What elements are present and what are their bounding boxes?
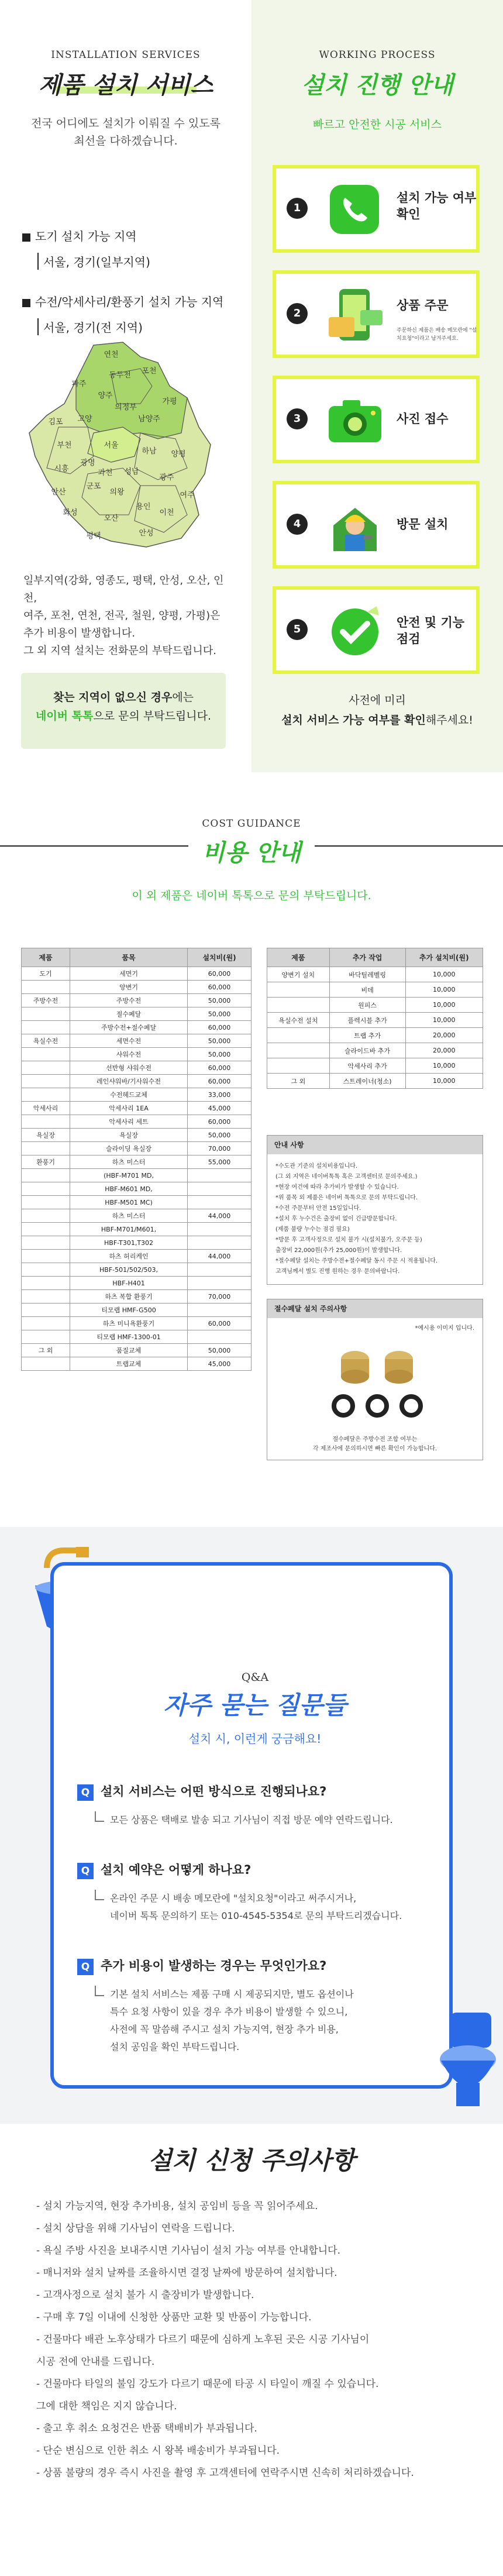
- step-label: 사진 접수: [397, 412, 449, 426]
- table-cell: [22, 1304, 70, 1317]
- table-cell: [22, 1007, 70, 1021]
- area1-title: 도기 설치 가능 지역: [22, 227, 137, 244]
- step-number: 1: [287, 198, 308, 219]
- table-cell: 레인샤워바/기사워수전: [70, 1075, 188, 1088]
- parts-title: 절수페달 설치 주의사항: [267, 1299, 483, 1318]
- table-row: [22, 1236, 252, 1250]
- table-cell: [188, 1277, 252, 1290]
- table-cell: 세면기: [70, 967, 188, 981]
- guide-line: 출장비 22,000원(추가 25,000원)이 발생합니다.: [275, 1247, 402, 1254]
- table-cell: 주방수전: [22, 994, 70, 1007]
- table-cell: 세면수전: [70, 1034, 188, 1048]
- table-row: [267, 998, 483, 1013]
- table-cell: 50,000: [188, 1344, 252, 1357]
- map-region-label: 성남: [124, 467, 139, 476]
- installation-section: [0, 0, 503, 772]
- table-cell: 욕실장: [70, 1129, 188, 1142]
- installation-panel: [0, 0, 252, 772]
- table-cell: 플렉시블 추가: [329, 1013, 405, 1028]
- table-cell: [188, 1263, 252, 1277]
- table-cell: 양변기 설치: [267, 967, 330, 982]
- map-region-label: 용인: [136, 503, 151, 511]
- step-number: 3: [287, 408, 308, 429]
- column-header: 품목: [70, 948, 188, 967]
- table-cell: [22, 1290, 70, 1304]
- area2-title: 수전/악세사리/환풍기 설치 가능 지역: [22, 293, 223, 309]
- step-label: 안전 및 기능 점검: [397, 615, 465, 646]
- table-cell: 원피스: [329, 998, 405, 1013]
- table-cell: 절수페달: [70, 1007, 188, 1021]
- map-region-label: 동두천: [109, 371, 131, 380]
- table-cell: [22, 1223, 70, 1236]
- map-region-label: 평택: [86, 532, 101, 541]
- table-cell: 50,000: [188, 1034, 252, 1048]
- question-3: Q 추가 비용이 발생하는 경우는 무엇인가요?: [77, 1956, 326, 1975]
- table-cell: [267, 982, 330, 998]
- map-region-label: 가평: [162, 397, 177, 406]
- worker-icon: [323, 495, 387, 556]
- table-row: [22, 1250, 252, 1263]
- map-region-label: 오산: [104, 514, 119, 523]
- map-region-label: 시흥: [54, 465, 69, 473]
- step-1: [273, 165, 480, 253]
- guide-line: *수전 주문부터 안전 15일입니다.: [275, 1205, 361, 1212]
- answer-2: 온라인 주문 시 배송 메모란에 "설치요청"이라고 써주시거나, 네이버 톡톡 문의하기 또는 010-4545-5354로 문의 부탁드리겠습니다.: [95, 1890, 402, 1925]
- map-region-label: 부천: [57, 441, 72, 450]
- table-cell: [188, 1236, 252, 1250]
- table-cell: 44,000: [188, 1250, 252, 1263]
- table-cell: [188, 1330, 252, 1344]
- map-region-label: 광주: [159, 473, 174, 482]
- table-cell: 10,000: [405, 1058, 483, 1074]
- map-region-label: 포천: [142, 367, 157, 376]
- table-row: [22, 1344, 252, 1357]
- phone-icon: [323, 179, 387, 240]
- table-cell: [188, 1196, 252, 1209]
- table-cell: 그 외: [267, 1074, 330, 1089]
- table-cell: 50,000: [188, 1048, 252, 1061]
- table-cell: [267, 1028, 330, 1043]
- table-cell: 50,000: [188, 1129, 252, 1142]
- step-description: 주문하신 제품은 배송 메모란에 "설치요청"이라고 남겨주세요.: [397, 328, 477, 342]
- table-cell: 60,000: [188, 1317, 252, 1330]
- table-cell: 10,000: [405, 998, 483, 1013]
- guide-list: [267, 1154, 483, 1284]
- table-cell: [188, 1304, 252, 1317]
- table-row: [22, 1330, 252, 1344]
- table-cell: 티모랩 HMF-1300-01: [70, 1330, 188, 1344]
- table-cell: 50,000: [188, 1007, 252, 1021]
- map-region-label: 김포: [48, 418, 63, 427]
- table-row: [22, 1075, 252, 1088]
- table-cell: [22, 1330, 70, 1344]
- notice-item: - 상품 불량의 경우 즉시 사진을 촬영 후 고객센터에 연락주시면 신속히 처리하겠습니다.: [36, 2467, 414, 2479]
- process-title: 설치 진행 안내: [301, 72, 453, 99]
- column-header: 제품: [22, 948, 70, 967]
- parts-illustration: *예시용 이미지 입니다.: [267, 1318, 483, 1435]
- table-row: [22, 1223, 252, 1236]
- table-cell: [22, 1263, 70, 1277]
- table-cell: 44,000: [188, 1209, 252, 1223]
- cost-section: [0, 772, 503, 1527]
- table-cell: 70,000: [188, 1142, 252, 1155]
- guide-line: (그 외 지역은 네이버톡톡 혹은 고객센터로 문의주세요.): [275, 1174, 418, 1180]
- toilet-icon: [433, 2007, 503, 2112]
- table-cell: 하츠 허리케인: [70, 1250, 188, 1263]
- guide-title: 안내 사항: [267, 1136, 483, 1154]
- notice-item: 그에 대한 책임은 지지 않습니다.: [36, 2400, 177, 2412]
- table-cell: [22, 1209, 70, 1223]
- qa-title: 자주 묻는 질문들: [163, 1691, 347, 1719]
- additional-cost-table: [267, 948, 483, 1089]
- answer-1: 모든 상품은 택배로 발송 되고 기사님이 직접 방문 예약 연락드립니다.: [95, 1811, 393, 1829]
- table-cell: 60,000: [188, 1075, 252, 1088]
- table-cell: 도기: [22, 967, 70, 981]
- qa-section: [0, 1527, 503, 2124]
- table-cell: 트랩교체: [70, 1357, 188, 1371]
- question-2: Q 설치 예약은 어떻게 하나요?: [77, 1860, 251, 1879]
- table-cell: 10,000: [405, 967, 483, 982]
- q-badge: Q: [77, 1784, 94, 1801]
- area2-value: 서울, 경기(전 지역): [37, 318, 143, 335]
- guide-line: *수도관 기준의 설치비용입니다.: [275, 1163, 358, 1170]
- process-closing-note: 사전에 미리 설치 서비스 가능 여부를 확인해주세요!: [281, 694, 473, 727]
- table-cell: 스트레이너(청소): [329, 1074, 405, 1089]
- table-cell: 환풍기: [22, 1155, 70, 1169]
- map-region-label: 의왕: [109, 488, 125, 497]
- table-cell: [267, 998, 330, 1013]
- table-row: [22, 1290, 252, 1304]
- table-row: [22, 1088, 252, 1102]
- table-cell: 바닥틸레벨링: [329, 967, 405, 982]
- table-cell: [22, 1061, 70, 1075]
- table-cell: 33,000: [188, 1088, 252, 1102]
- map-region-label: 과천: [98, 469, 113, 477]
- table-cell: 욕실장: [22, 1129, 70, 1142]
- notice-item: - 구매 후 7일 이내에 신청한 상품만 교환 및 반품이 가능합니다.: [36, 2312, 312, 2323]
- table-cell: [22, 1088, 70, 1102]
- table-cell: [188, 1169, 252, 1182]
- table-row: [22, 1007, 252, 1021]
- table-row: [22, 1304, 252, 1317]
- table-cell: 슬라이딩 욕실장: [70, 1142, 188, 1155]
- cost-title: 비용 안내: [0, 834, 503, 868]
- table-row: [267, 1013, 483, 1028]
- table-cell: [22, 1317, 70, 1330]
- table-row: [22, 1115, 252, 1129]
- table-cell: HBF-M701/M601,: [70, 1223, 188, 1236]
- table-row: [22, 1155, 252, 1169]
- table-cell: [22, 1196, 70, 1209]
- table-cell: 욕실수전 설치: [267, 1013, 330, 1028]
- table-cell: 샤워수전: [70, 1048, 188, 1061]
- column-header: 제품: [267, 948, 330, 967]
- guide-box: [267, 1135, 483, 1285]
- table-row: [267, 1058, 483, 1074]
- map-region-label: 하남: [142, 447, 157, 456]
- table-cell: 선반형 샤워수전: [70, 1061, 188, 1075]
- table-cell: 하츠 미스터: [70, 1209, 188, 1223]
- contact-box: 찾는 지역이 없으신 경우에는 네이버 톡톡으로 문의 부탁드립니다.: [21, 673, 226, 749]
- guide-line: 고객님께서 별도 진행 원하는 경우 문의바랍니다.: [275, 1268, 400, 1275]
- table-cell: 악세사리 세트: [70, 1115, 188, 1129]
- camera-icon: [323, 390, 387, 450]
- table-cell: 하츠 미스터: [70, 1155, 188, 1169]
- table-cell: 하츠 미니욕환풍기: [70, 1317, 188, 1330]
- extra-cost-note: 일부지역(강화, 영종도, 평택, 안성, 오산, 인천, 여주, 포천, 연천, 전곡, 철원, 양평, 가평)은 추가 비용이 발생합니다. 그 외 지역 설치는 전화문의 부탁드립니다.: [23, 575, 224, 657]
- table-cell: 악세사리 1EA: [70, 1102, 188, 1115]
- table-cell: [22, 1277, 70, 1290]
- table-cell: [22, 1236, 70, 1250]
- table-cell: HBF-T301,T302: [70, 1236, 188, 1250]
- table-row: [22, 1317, 252, 1330]
- table-row: [22, 1209, 252, 1223]
- step-2: [273, 270, 480, 358]
- table-cell: 20,000: [405, 1028, 483, 1043]
- table-cell: [188, 1223, 252, 1236]
- table-row: [22, 1142, 252, 1155]
- table-row: [22, 1129, 252, 1142]
- table-cell: 60,000: [188, 1061, 252, 1075]
- step-number: 2: [287, 303, 308, 324]
- table-cell: 10,000: [405, 1074, 483, 1089]
- map-region-label: 군포: [86, 482, 101, 491]
- step-4: [273, 481, 480, 569]
- table-row: [267, 1028, 483, 1043]
- notice-list: [36, 2195, 481, 2484]
- map-region-label: 안성: [139, 529, 154, 538]
- table-cell: 20,000: [405, 1043, 483, 1058]
- qa-caption: Q&A: [241, 1671, 269, 1684]
- table-cell: 55,000: [188, 1155, 252, 1169]
- q-badge: Q: [77, 1863, 94, 1879]
- map-region-label: 양평: [171, 450, 186, 459]
- table-cell: 주방수전: [70, 994, 188, 1007]
- notice-item: - 건물마다 타일의 불임 강도가 다르기 때문에 타공 시 타일이 깨질 수 있습니다.: [36, 2378, 379, 2390]
- map-region-label: 서울: [104, 441, 119, 450]
- step-label: 방문 설치: [397, 517, 449, 531]
- table-row: [22, 1048, 252, 1061]
- table-cell: [22, 1021, 70, 1034]
- table-row: [22, 1021, 252, 1034]
- table-row: [22, 1263, 252, 1277]
- table-row: [22, 1169, 252, 1182]
- table-cell: [22, 1048, 70, 1061]
- notice-item: - 고객사정으로 설치 불가 시 출장비가 발생합니다.: [36, 2289, 254, 2301]
- guide-line: *현장 여건에 따라 추가비가 발생할 수 있습니다.: [275, 1184, 399, 1191]
- installation-caption: INSTALLATION SERVICES: [51, 49, 201, 61]
- mobile-order-icon: [323, 284, 387, 345]
- table-cell: 수전헤드교체: [70, 1088, 188, 1102]
- q-badge: Q: [77, 1959, 94, 1975]
- map-region-label: 이천: [159, 508, 174, 517]
- table-row: [267, 1074, 483, 1089]
- step-5: [273, 586, 480, 674]
- process-subtitle: 빠르고 안전한 시공 서비스: [312, 118, 442, 131]
- table-cell: HBF-501/502/503,: [70, 1263, 188, 1277]
- guide-line: *위 품목 외 제품은 네이버 톡톡으로 문의 부탁드립니다.: [275, 1195, 418, 1201]
- notice-item: - 설치 상담을 위해 기사님이 연락을 드립니다.: [36, 2223, 235, 2234]
- cost-subtitle: 이 외 제품은 네이버 톡톡으로 문의 부탁드립니다.: [132, 889, 371, 902]
- table-cell: 양변기: [70, 981, 188, 994]
- table-cell: [22, 1182, 70, 1196]
- table-cell: 10,000: [405, 1013, 483, 1028]
- installation-title: 제품 설치 서비스: [38, 72, 213, 99]
- table-cell: 슬라이드바 추가: [329, 1043, 405, 1058]
- notice-item: - 매니저와 설치 날짜를 조율하시면 결정 날짜에 방문하여 설치합니다.: [36, 2267, 337, 2279]
- table-row: [22, 981, 252, 994]
- table-row: [22, 1102, 252, 1115]
- notice-section: [0, 2124, 503, 2576]
- table-cell: 50,000: [188, 994, 252, 1007]
- table-cell: 70,000: [188, 1290, 252, 1304]
- step-3: [273, 376, 480, 463]
- map-region-label: 양주: [98, 391, 113, 400]
- map-region-label: 연천: [104, 350, 119, 359]
- cost-caption: COST GUIDANCE: [202, 818, 301, 830]
- map-region-label: 파주: [71, 380, 87, 388]
- table-cell: 욕실수전: [22, 1034, 70, 1048]
- table-cell: 60,000: [188, 967, 252, 981]
- table-row: [22, 1061, 252, 1075]
- process-caption: WORKING PROCESS: [319, 49, 436, 61]
- table-cell: HBF-M601 MD,: [70, 1182, 188, 1196]
- table-cell: [267, 1058, 330, 1074]
- install-cost-table: [21, 948, 252, 1371]
- notice-item: - 출고 후 취소 요청건은 반품 택배비가 부과됩니다.: [36, 2423, 257, 2434]
- notice-item: - 단순 변심으로 인한 취소 시 왕복 배송비가 부과됩니다.: [36, 2445, 280, 2457]
- table-cell: 45,000: [188, 1102, 252, 1115]
- notice-title: 설치 신청 주의사항: [0, 2141, 503, 2176]
- table-row: [267, 967, 483, 982]
- column-header: 추가 설치비(원): [405, 948, 483, 967]
- column-header: 설치비(원): [188, 948, 252, 967]
- table-cell: 60,000: [188, 1115, 252, 1129]
- installation-subtitle: 전국 어디에도 설치가 이뤄질 수 있도록 최선을 다하겠습니다.: [31, 117, 221, 147]
- table-cell: [22, 1357, 70, 1371]
- table-cell: 60,000: [188, 1021, 252, 1034]
- guide-line: (제품 불량 누수는 점검 필요): [275, 1226, 350, 1233]
- pedal-parts-icon: [267, 1318, 484, 1435]
- table-cell: 악세사리: [22, 1102, 70, 1115]
- map-region-label: 남양주: [138, 415, 160, 424]
- question-1: Q 설치 서비스는 어떤 방식으로 진행되나요?: [77, 1782, 326, 1801]
- map-region-label: 화성: [63, 508, 78, 517]
- notice-item: - 건물마다 배관 노후상태가 다르기 때문에 심하게 노후된 곳은 시공 기사님이: [36, 2334, 370, 2345]
- map-region-label: 고양: [77, 415, 92, 424]
- table-cell: [22, 1250, 70, 1263]
- table-cell: [22, 1142, 70, 1155]
- table-cell: HBF-H401: [70, 1277, 188, 1290]
- step-number: 5: [287, 619, 308, 640]
- table-cell: 45,000: [188, 1357, 252, 1371]
- table-cell: [22, 1075, 70, 1088]
- area1-value: 서울, 경기(일부지역): [37, 253, 150, 270]
- guide-line: *절수페달 설치는 주방수전+절수페달 동시 주문 시 적용됩니다.: [275, 1258, 438, 1264]
- parts-box: 절수페달 설치 주의사항 *예시용 이미지 입니다. 절수페달은 주방수전 조합 여부는 각 제조사에 문의하시면 빠른 확인이 가능합니다.: [267, 1299, 483, 1460]
- answer-3: 기본 설치 서비스는 제품 구매 시 제공되지만, 별도 옵션이나 특수 요청 사항이 있을 경우 추가 비용이 발생할 수 있으니, 사전에 꼭 말씀해 주시고 설치 가능지역, 현장 추가 비용, 설치 공임을 확인 부탁드립니다.: [95, 1986, 354, 2056]
- table-cell: [22, 1169, 70, 1182]
- notice-item: - 욕실 주방 사진을 보내주시면 기사님이 설치 가능 여부를 안내합니다.: [36, 2245, 340, 2257]
- check-icon: [323, 600, 387, 661]
- table-row: [22, 994, 252, 1007]
- table-cell: 60,000: [188, 981, 252, 994]
- table-row: [267, 1043, 483, 1058]
- map-region-label: 여주: [180, 491, 195, 500]
- qa-subtitle: 설치 시, 이런게 궁금해요!: [188, 1732, 322, 1746]
- table-cell: HBF-M501 MC): [70, 1196, 188, 1209]
- table-row: [22, 1277, 252, 1290]
- table-row: [267, 982, 483, 998]
- table-cell: 비데: [329, 982, 405, 998]
- guide-line: *방문 후 고객사정으로 설치 불가 시(설치불가, 오주문 등): [275, 1237, 422, 1243]
- table-cell: (HBF-M701 MD,: [70, 1169, 188, 1182]
- step-label: 설치 가능 여부 확인: [397, 191, 477, 221]
- table-cell: 주방수전+절수페달: [70, 1021, 188, 1034]
- table-cell: 트랩 추가: [329, 1028, 405, 1043]
- table-row: [22, 1196, 252, 1209]
- map-region-label: 안산: [51, 488, 66, 497]
- table-cell: [188, 1182, 252, 1196]
- table-row: [22, 967, 252, 981]
- table-cell: 품질교체: [70, 1344, 188, 1357]
- table-cell: 그 외: [22, 1344, 70, 1357]
- table-cell: 티모랩 HMF-G500: [70, 1304, 188, 1317]
- table-cell: [267, 1043, 330, 1058]
- naver-talktalk-link[interactable]: 네이버 톡톡: [35, 710, 94, 723]
- map-region-label: 의정부: [115, 403, 137, 412]
- step-label: 상품 주문: [397, 298, 449, 312]
- notice-item: 시공 전에 안내를 드립니다.: [36, 2356, 155, 2368]
- guide-line: *설치 후 누수건은 출장비 없이 긴급방문합니다.: [275, 1216, 397, 1222]
- qa-card: [50, 1562, 453, 2089]
- table-cell: [22, 981, 70, 994]
- gyeonggi-map: [23, 339, 216, 550]
- table-cell: 악세사리 추가: [329, 1058, 405, 1074]
- map-region-label: 광명: [80, 459, 95, 467]
- table-row: [22, 1357, 252, 1371]
- table-cell: 하츠 복합 환풍기: [70, 1290, 188, 1304]
- notice-item: - 설치 가능지역, 현장 추가비용, 설치 공임비 등을 꼭 읽어주세요.: [36, 2200, 318, 2212]
- table-cell: [22, 1115, 70, 1129]
- column-header: 추가 작업: [329, 948, 405, 967]
- step-number: 4: [287, 514, 308, 535]
- table-cell: 10,000: [405, 982, 483, 998]
- table-row: [22, 1034, 252, 1048]
- table-row: [22, 1182, 252, 1196]
